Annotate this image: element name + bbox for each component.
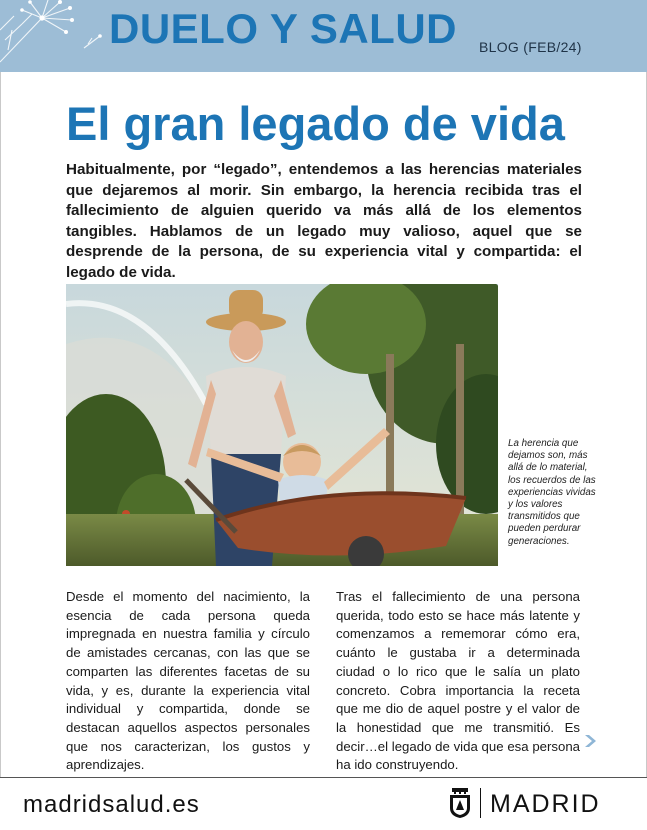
article-photo — [66, 284, 498, 566]
article-lead: Habitualmente, por “legado”, entendemos a las herencias materiales que dejaremos al morir. Sin embargo, la herencia recibida tras el fallecimiento de alguien querido va más allá de los elementos tangibles. Hablamos de un legado muy valioso, aquel que se desprende de la persona, de su experiencia vital y compartida: el legado de vida. — [66, 161, 582, 281]
photo-caption: La herencia que dejamos son, más allá de lo material, los recuerdos de las experiencias vividas y los valores transmitidos que pueden perdurar generaciones. — [508, 438, 596, 547]
page-border-left — [0, 72, 1, 777]
blog-date-label: BLOG (FEB/24) — [479, 39, 582, 55]
body-column-1: Desde el momento del nacimiento, la esencia de cada persona queda impregnada en nuestra familia y círculo de amistades cercanas, con las que se comparten las diferentes facetas de su vida, y es, durante la experiencia vital individual y compartida, donde se destacan aquellos aspectos personales que nos caracterizan, los gustos y aprendizajes. — [66, 589, 310, 773]
article-headline: El gran legado de vida — [66, 97, 565, 150]
footer-divider — [0, 777, 647, 778]
logo-separator — [480, 788, 481, 818]
footer-website[interactable]: madridsalud.es — [23, 791, 200, 818]
blog-title: DUELO Y SALUD — [109, 5, 457, 52]
madrid-logo-text: MADRID — [490, 790, 601, 818]
grandfather-child-wheelbarrow-image — [66, 284, 498, 566]
body-column-2: Tras el fallecimiento de una persona querida, todo esto se hace más latente y comenzamos a rememorar cómo era, cuánto le gustaba ir a determinada ciudad o lo rico que le salía un plato concreto. Cobra importancia la receta que me dio de aquel postre y el valor de la honestidad que me transmitió. Es decir…el legado de vida que esa persona ha ido construyendo. — [336, 589, 580, 773]
dandelion-icon — [0, 0, 110, 72]
chevron-right-icon[interactable] — [583, 734, 599, 748]
header-banner — [0, 0, 647, 72]
madrid-crest-icon — [448, 788, 472, 818]
